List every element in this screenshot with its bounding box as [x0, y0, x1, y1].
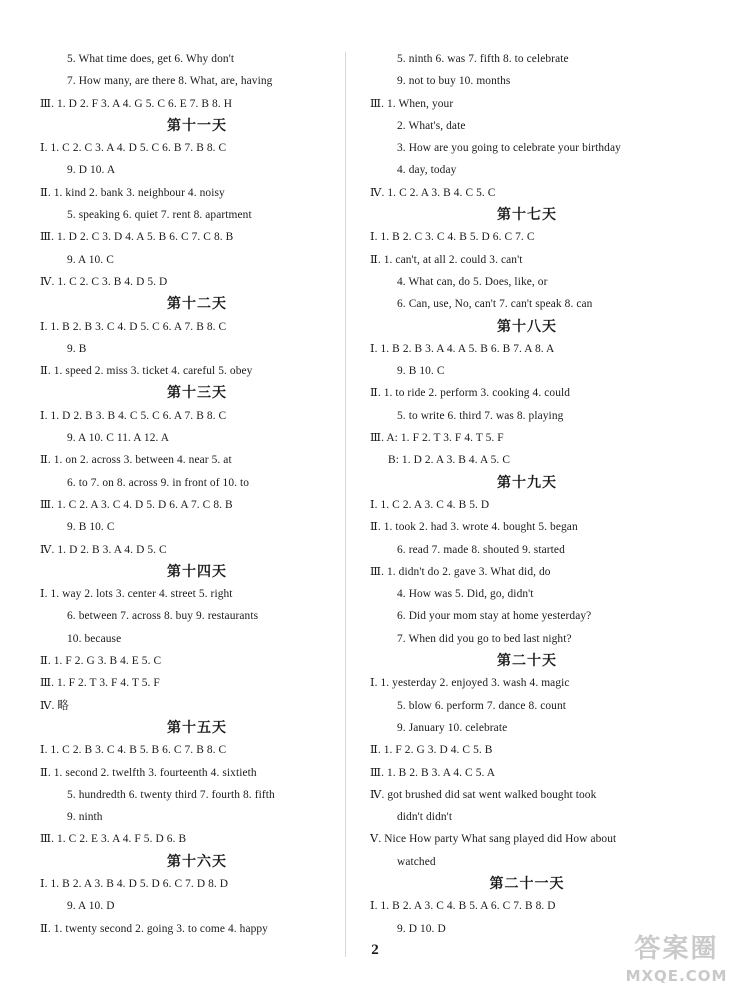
answer-line: 9. B 10. C: [397, 365, 445, 378]
answer-line: 5. speaking 6. quiet 7. rent 8. apartment: [67, 209, 252, 222]
answer-line: 6. to 7. on 8. across 9. in front of 10. to: [67, 476, 250, 489]
answer-line: Ⅰ. 1. B 2. B 3. A 4. A 5. B 6. B 7. A 8. A: [370, 342, 555, 355]
answer-line: 4. How was 5. Did, go, didn't: [397, 588, 534, 601]
answer-line: Ⅱ. 1. can't, at all 2. could 3. can't: [370, 253, 523, 266]
answer-line: Ⅳ. 1. D 2. B 3. A 4. D 5. C: [40, 543, 167, 556]
section-heading: 第十一天: [167, 117, 227, 134]
answer-line: 6. Can, use, No, can't 7. can't speak 8. can: [397, 298, 593, 311]
answer-line: Ⅲ. 1. didn't do 2. gave 3. What did, do: [370, 565, 551, 578]
answer-line: 5. blow 6. perform 7. dance 8. count: [397, 699, 567, 712]
answer-line: Ⅲ. 1. When, your: [370, 97, 454, 110]
answer-line: B: 1. D 2. A 3. B 4. A 5. C: [388, 454, 511, 467]
answer-line: Ⅲ. A: 1. F 2. T 3. F 4. T 5. F: [370, 432, 504, 445]
answer-line: Ⅱ. 1. on 2. across 3. between 4. near 5. at: [40, 454, 232, 467]
answer-line: Ⅳ. got brushed did sat went walked bought took: [370, 788, 597, 801]
answer-line: Ⅱ. 1. took 2. had 3. wrote 4. bought 5. began: [370, 521, 578, 534]
section-heading: 第十三天: [167, 385, 227, 402]
section-heading: 第十五天: [167, 719, 227, 736]
left-column: [40, 48, 370, 940]
answer-line: 9. A 10. C: [67, 253, 114, 266]
answer-line: 6. between 7. across 8. buy 9. restaurants: [67, 610, 259, 623]
answer-line: watched: [397, 855, 436, 868]
answer-line: 9. A 10. D: [67, 900, 115, 913]
answer-line: 4. What can, do 5. Does, like, or: [397, 275, 548, 288]
answer-line: Ⅰ. 1. B 2. B 3. C 4. D 5. C 6. A 7. B 8. C: [40, 320, 227, 333]
answer-line: Ⅰ. 1. way 2. lots 3. center 4. street 5. right: [40, 588, 233, 601]
answer-line: Ⅱ. 1. kind 2. bank 3. neighbour 4. noisy: [40, 186, 225, 199]
section-heading: 第二十天: [497, 653, 557, 670]
section-heading: 第十二天: [167, 296, 227, 313]
section-heading: 第十六天: [167, 853, 227, 870]
answer-line: Ⅱ. 1. twenty second 2. going 3. to come 4. happy: [40, 922, 268, 935]
answer-line: 9. D 10. D: [397, 922, 446, 935]
answer-line: 4. day, today: [397, 164, 457, 177]
answer-line: 5. What time does, get 6. Why don't: [67, 53, 235, 65]
answer-line: Ⅰ. 1. yesterday 2. enjoyed 3. wash 4. magic: [370, 677, 570, 690]
answer-line: Ⅲ. 1. C 2. E 3. A 4. F 5. D 6. B: [40, 833, 187, 846]
answer-line: 9. B: [67, 342, 87, 355]
watermark-logo: [609, 932, 744, 994]
answer-line: Ⅳ. 1. C 2. A 3. B 4. C 5. C: [370, 186, 496, 199]
answer-line: Ⅰ. 1. C 2. A 3. C 4. B 5. D: [370, 498, 490, 511]
answer-line: 5. hundredth 6. twenty third 7. fourth 8. fifth: [67, 788, 275, 801]
answer-line: Ⅰ. 1. B 2. C 3. C 4. B 5. D 6. C 7. C: [370, 231, 535, 244]
section-heading: 第二十一天: [489, 875, 565, 892]
answer-line: Ⅲ. 1. D 2. C 3. D 4. A 5. B 6. C 7. C 8. B: [40, 231, 234, 244]
answer-line: 7. How many, are there 8. What, are, having: [67, 75, 273, 88]
answer-line: 9. not to buy 10. months: [397, 75, 511, 88]
section-heading: 第十四天: [167, 563, 227, 580]
page-number: 2: [371, 942, 379, 958]
answer-line: 2. What's, date: [397, 119, 466, 132]
answer-line: 5. ninth 6. was 7. fifth 8. to celebrate: [397, 53, 569, 65]
answer-line: Ⅰ. 1. D 2. B 3. B 4. C 5. C 6. A 7. B 8. C: [40, 409, 227, 422]
watermark-url: MXQE.COM: [625, 967, 728, 985]
answer-line: Ⅴ. Nice How party What sang played did How about: [370, 833, 617, 846]
answer-line: 9. D 10. A: [67, 164, 116, 177]
answer-line: 5. to write 6. third 7. was 8. playing: [397, 409, 564, 422]
answer-line: Ⅱ. 1. F 2. G 3. D 4. C 5. B: [370, 744, 493, 757]
answer-line: Ⅳ. 1. C 2. C 3. B 4. D 5. D: [40, 275, 168, 288]
answer-line: 7. When did you go to bed last night?: [397, 632, 572, 645]
right-column: [370, 48, 700, 940]
answer-line: 9. ninth: [67, 811, 103, 824]
answer-line: Ⅱ. 1. F 2. G 3. B 4. E 5. C: [40, 655, 162, 668]
answer-line: Ⅰ. 1. C 2. B 3. C 4. B 5. B 6. C 7. B 8. C: [40, 744, 227, 757]
answer-line: Ⅲ. 1. B 2. B 3. A 4. C 5. A: [370, 766, 496, 779]
answer-line: 9. January 10. celebrate: [397, 721, 508, 734]
section-heading: 第十九天: [497, 474, 557, 491]
answer-line: Ⅲ. 1. D 2. F 3. A 4. G 5. C 6. E 7. B 8. H: [40, 97, 233, 110]
answer-line: 6. Did your mom stay at home yesterday?: [397, 610, 592, 623]
answer-line: 9. B 10. C: [67, 521, 115, 534]
answer-line: Ⅲ. 1. C 2. A 3. C 4. D 5. D 6. A 7. C 8. B: [40, 498, 233, 511]
answer-line: Ⅳ. 略: [40, 699, 69, 712]
answer-line: Ⅱ. 1. speed 2. miss 3. ticket 4. careful 5. obey: [40, 365, 253, 378]
answer-line: 3. How are you going to celebrate your birthday: [397, 142, 621, 155]
answer-line: 6. read 7. made 8. shouted 9. started: [397, 543, 565, 556]
answer-line: Ⅰ. 1. B 2. A 3. B 4. D 5. D 6. C 7. D 8. D: [40, 877, 229, 890]
answer-line: didn't didn't: [397, 811, 453, 824]
section-heading: 第十八天: [497, 318, 557, 335]
answer-line: Ⅰ. 1. B 2. A 3. C 4. B 5. A 6. C 7. B 8. D: [370, 900, 556, 913]
answer-line: Ⅰ. 1. C 2. C 3. A 4. D 5. C 6. B 7. B 8. C: [40, 142, 227, 155]
answer-line: 9. A 10. C 11. A 12. A: [67, 432, 170, 445]
answer-line: Ⅲ. 1. F 2. T 3. F 4. T 5. F: [40, 677, 160, 690]
answer-line: 10. because: [67, 632, 122, 645]
answer-line: Ⅱ. 1. second 2. twelfth 3. fourteenth 4. sixtieth: [40, 766, 257, 779]
watermark-logo-text: 答案圈: [634, 934, 719, 964]
answer-line: Ⅱ. 1. to ride 2. perform 3. cooking 4. could: [370, 387, 571, 400]
section-heading: 第十七天: [497, 207, 557, 224]
